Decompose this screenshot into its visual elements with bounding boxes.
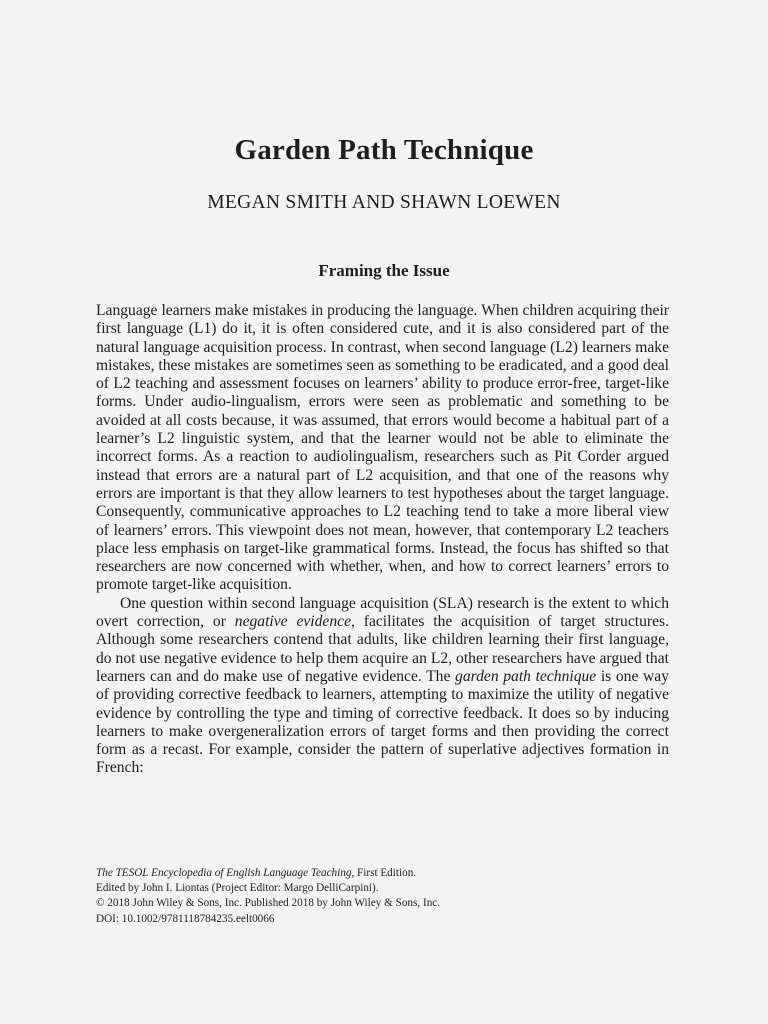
footer-book-line xyxy=(96,866,669,881)
term-garden-path-technique: garden path technique xyxy=(455,667,597,685)
footer-editors: Edited by John I. Liontas (Project Editor: Margo DelliCarpini). xyxy=(96,882,379,895)
footer-copyright: © 2018 John Wiley & Sons, Inc. Published 2018 by John Wiley & Sons, Inc. xyxy=(96,897,441,910)
section-heading: Framing the Issue xyxy=(318,261,450,280)
paragraph-2-text-1: One question within second language acquisition (SLA) research is the extent to which overt correction, or xyxy=(96,594,669,631)
article-title: Garden Path Technique xyxy=(234,134,534,166)
footer-doi: DOI: 10.1002/9781118784235.eelt0066 xyxy=(96,912,275,925)
article-authors: MEGAN SMITH AND SHAWN LOEWEN xyxy=(207,192,561,213)
paragraph-2-text-2: , facilitates the acquisition of target structures. Although some researchers contend that adults, like children learning their first language, do not use negative evidence to help them acquire an L2, other researchers have argued that learners can and do make use of negative evidence. The xyxy=(96,613,669,685)
article-body xyxy=(96,302,669,778)
paragraph-2 xyxy=(96,595,669,778)
citation-footer xyxy=(96,866,669,927)
term-negative-evidence: negative evidence xyxy=(234,613,351,631)
book-title: The TESOL Encyclopedia of English Language Teaching xyxy=(96,867,352,879)
paragraph-1: Language learners make mistakes in producing the language. When children acquiring their first language (L1) do it, it is often considered cute, and it is also considered part of the natural language acquisition process. In contrast, when second language (L2) learners make mistakes, these mistakes are sometimes seen as something to be eradicated, and a good deal of L2 teaching and assessment focuses on learners’ ability to produce error-free, target-like forms. Under audio-lingualism, errors were seen as problematic and something to be avoided at all costs because, it was assumed, that errors would become a habitual part of a learner’s L2 linguistic system, and that the learner would not be able to eliminate the incorrect forms. As a reaction to audiolingualism, researchers such as Pit Corder argued instead that errors are a natural part of L2 acquisition, and that one of the reasons why errors are important is that they allow learners to test hypotheses about the target language. Consequently, communicative approaches to L2 teaching tend to take a more liberal view of learners’ errors. This viewpoint does not mean, however, that contemporary L2 teachers place less emphasis on target-like grammatical forms. Instead, the focus has shifted so that researchers are now concerned with whether, when, and how to correct learners’ errors to promote target-like acquisition. xyxy=(96,302,669,594)
book-edition: , First Edition. xyxy=(351,867,417,879)
paragraph-2-text-3: is one way of providing corrective feedback to learners, attempting to maximize the utility of negative evidence by controlling the type and timing of corrective feedback. It does so by inducing learners to make overgeneralization errors of target forms and then providing the correct form as a recast. For example, consider the pattern of superlative adjectives formation in French: xyxy=(96,667,669,777)
